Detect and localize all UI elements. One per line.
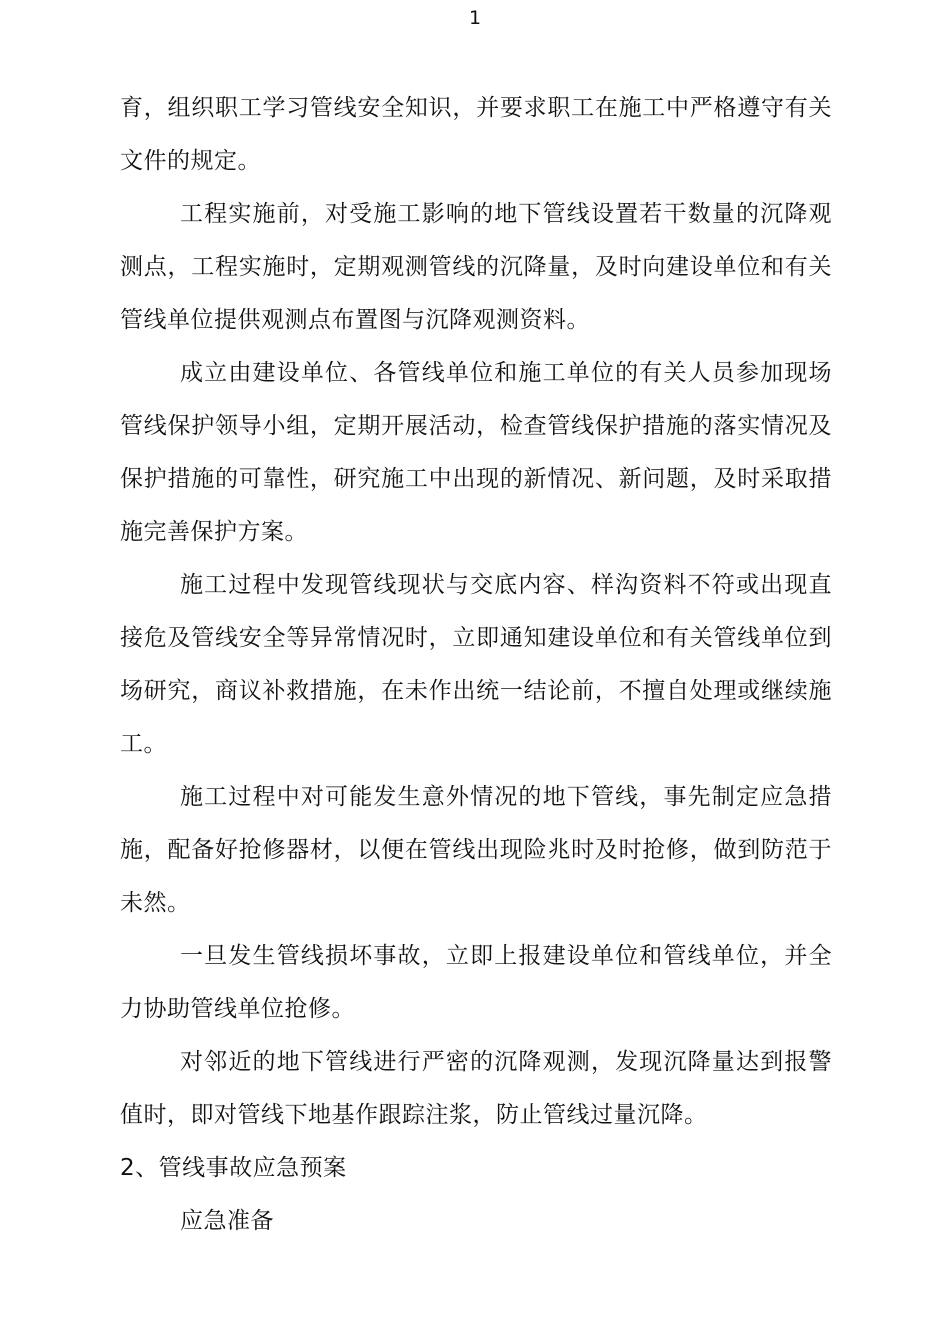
document-body [120, 82, 832, 1248]
paragraph-damage-report: 一旦发生管线损坏事故，立即上报建设单位和管线单位，并全力协助管线单位抢修。 [120, 943, 832, 1022]
section-subheading: 应急准备 [180, 1208, 274, 1234]
paragraph-settlement-monitoring: 对邻近的地下管线进行严密的沉降观测，发现沉降量达到报警值时，即对管线下地基作跟踪注浆，防止管线过量沉降。 [120, 1049, 832, 1128]
section-heading: 2、管线事故应急预案 [120, 1155, 347, 1181]
paragraph-protection-group: 成立由建设单位、各管线单位和施工单位的有关人员参加现场管线保护领导小组，定期开展活动，检查管线保护措施的落实情况及保护措施的可靠性，研究施工中出现的新情况、新问题，及时采取措施完善保护方案。 [120, 360, 832, 545]
paragraph-observation-points: 工程实施前，对受施工影响的地下管线设置若干数量的沉降观测点，工程实施时，定期观测管线的沉降量，及时向建设单位和有关管线单位提供观测点布置图与沉降观测资料。 [120, 201, 832, 333]
paragraph-continuation: 育，组织职工学习管线安全知识，并要求职工在施工中严格遵守有关文件的规定。 [120, 95, 832, 174]
page-number: 1 [468, 7, 482, 29]
paragraph-emergency-measures: 施工过程中对可能发生意外情况的地下管线，事先制定应急措施，配备好抢修器材，以便在管线出现险兆时及时抢修，做到防范于未然。 [120, 784, 832, 916]
paragraph-abnormal-situations: 施工过程中发现管线现状与交底内容、样沟资料不符或出现直接危及管线安全等异常情况时，立即通知建设单位和有关管线单位到场研究，商议补救措施，在未作出统一结论前，不擅自处理或继续施工。 [120, 572, 832, 757]
